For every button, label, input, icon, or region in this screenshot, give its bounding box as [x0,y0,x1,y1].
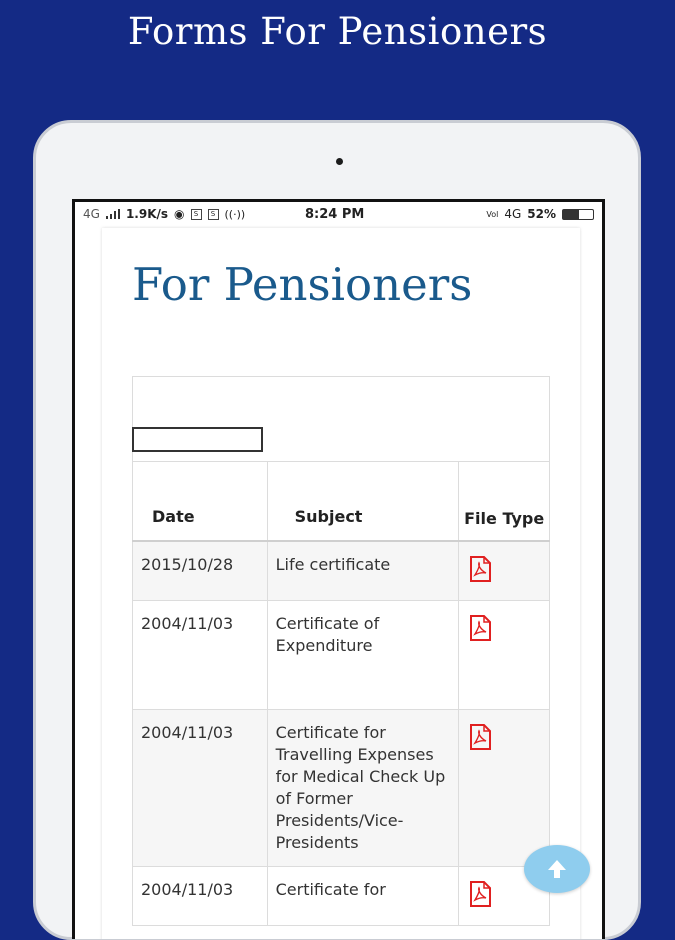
battery-icon [562,209,594,220]
table-row [133,710,550,867]
pdf-icon[interactable] [467,724,493,750]
forms-table [132,461,550,926]
row-subject: Certificate for Travelling Expenses for Medical Check Up of Former Presidents/Vice-Presidents [267,710,459,867]
network-type-left: 4G [83,207,100,221]
network-speed: 1.9K/s [125,207,169,221]
row-subject: Life certificate [267,541,459,601]
table-row [133,867,550,926]
row-date: 2004/11/03 [133,601,268,710]
banner-title: Forms For Pensioners [127,10,548,53]
whatsapp-icon: ◉ [174,207,185,221]
device-screen [72,199,605,939]
pdf-icon[interactable] [467,615,493,641]
row-file-type [459,541,550,601]
row-file-type [459,710,550,867]
row-date: 2004/11/03 [133,867,268,926]
battery-percent: 52% [527,207,556,221]
arrow-up-icon [544,856,570,882]
status-clock: 8:24 PM [305,207,365,222]
hotspot-icon: ((·)) [224,207,246,221]
pdf-icon[interactable] [467,881,493,907]
row-subject: Certificate for [267,867,459,926]
row-file-type [459,601,550,710]
notification-icon: S [208,209,219,220]
row-date: 2015/10/28 [133,541,268,601]
column-header-subject[interactable]: Subject [267,462,459,542]
row-subject: Certificate of Expenditure [267,601,459,710]
signal-icon [106,209,120,219]
camera-dot [336,158,343,165]
tablet-frame [33,120,641,940]
volte-icon: Vol [486,209,499,219]
notification-icon: S [191,209,202,220]
table-row [133,541,550,601]
search-input[interactable] [132,427,263,452]
network-type-right: 4G [504,207,522,221]
pdf-icon[interactable] [467,556,493,582]
content-page [102,228,580,939]
column-header-file-type[interactable]: File Type [459,462,550,542]
scroll-to-top-button[interactable] [524,845,590,893]
row-date: 2004/11/03 [133,710,268,867]
column-header-date[interactable]: Date [133,462,268,542]
page-title: For Pensioners [132,258,473,311]
table-row [133,601,550,710]
table-header-row [133,462,550,542]
table-filter-area [132,376,550,461]
